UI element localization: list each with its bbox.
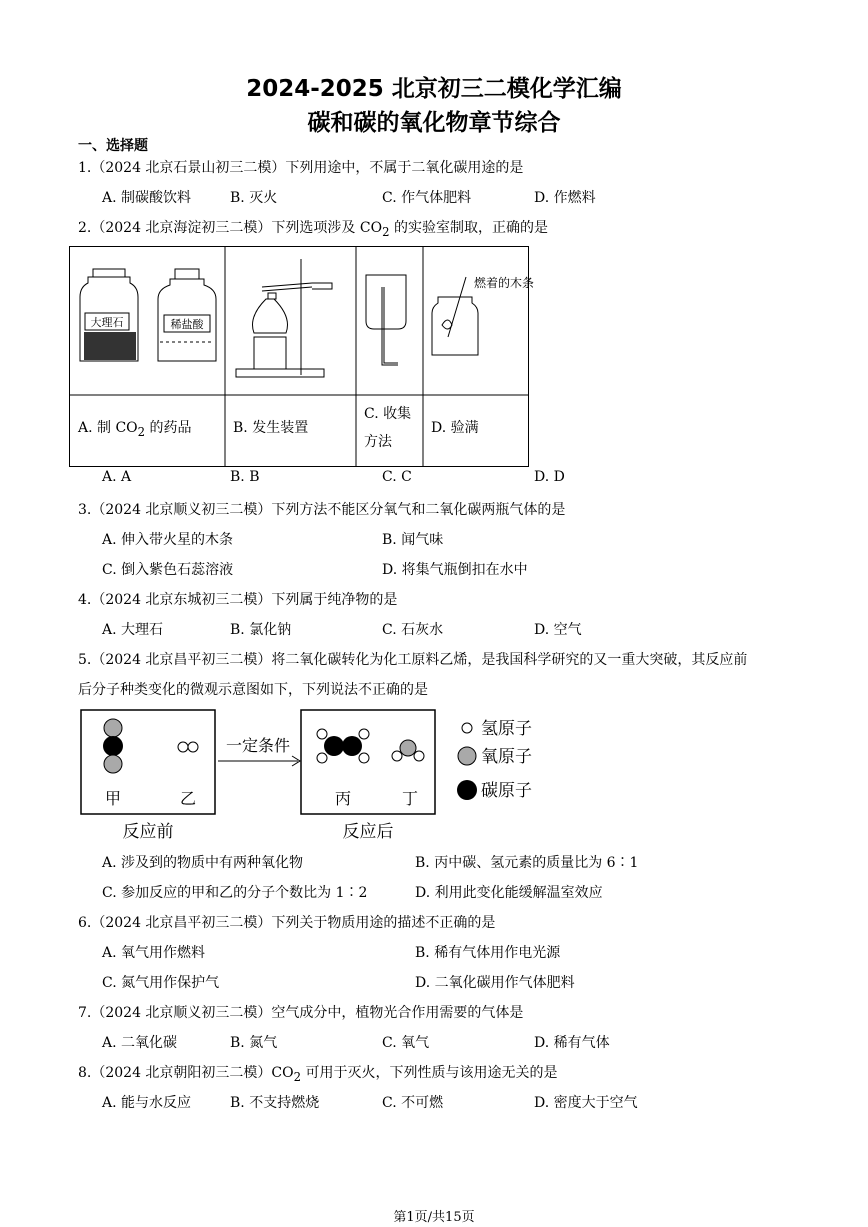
q5-option-d: D. 利用此变化能缓解温室效应 <box>415 885 603 901</box>
q3-option-b: B. 闻气味 <box>382 532 444 548</box>
page-footer: 第1页/共15页 <box>393 1210 475 1225</box>
q6-option-c: C. 氮气用作保护气 <box>102 975 220 991</box>
question-3-stem: 3.（2024 北京顺义初三二模）下列方法不能区分氧气和二氧化碳两瓶气体的是 <box>78 502 566 518</box>
marble-label: 大理石 <box>90 316 124 329</box>
question-5-stem-line2: 后分子种类变化的微观示意图如下，下列说法不正确的是 <box>78 682 428 698</box>
q2-option-b: B. B <box>230 469 260 485</box>
question-4-stem: 4.（2024 北京东城初三二模）下列属于纯净物的是 <box>78 592 398 608</box>
q3-option-d: D. 将集气瓶倒扣在水中 <box>382 562 528 578</box>
label-before: 反应前 <box>122 822 174 842</box>
doc-title: 2024-2025 北京初三二模化学汇编 <box>246 76 622 102</box>
question-1-stem: 1.（2024 北京石景山初三二模）下列用途中，不属于二氧化碳用途的是 <box>78 160 524 176</box>
legend-hydrogen-icon <box>462 723 472 733</box>
q7-option-c: C. 氧气 <box>382 1035 430 1051</box>
reaction-condition: 一定条件 <box>225 736 291 755</box>
q6-option-d: D. 二氧化碳用作气体肥料 <box>415 975 575 991</box>
label-ding: 丁 <box>401 789 419 808</box>
legend-carbon: 碳原子 <box>481 781 532 801</box>
stick-label: 燃着的木条 <box>474 276 535 290</box>
q1-option-c: C. 作气体肥料 <box>382 190 472 206</box>
legend-hydrogen: 氢原子 <box>481 719 532 739</box>
q7-option-d: D. 稀有气体 <box>534 1035 610 1051</box>
q1-option-a: A. 制碳酸饮料 <box>102 190 192 206</box>
q7-option-a: A. 二氧化碳 <box>102 1035 178 1051</box>
label-jia: 甲 <box>104 789 122 808</box>
q4-option-a: A. 大理石 <box>102 622 164 638</box>
doc-subtitle: 碳和碳的氧化物章节综合 <box>307 110 561 136</box>
q4-option-b: B. 氯化钠 <box>230 622 292 638</box>
reaction-diagram <box>78 706 558 846</box>
label-bing: 丙 <box>334 789 352 808</box>
generator-apparatus-icon <box>236 259 332 377</box>
q2-cell-c-line1: C. 收集 <box>364 406 412 422</box>
q7-option-b: B. 氮气 <box>230 1035 278 1051</box>
q8-option-c: C. 不可燃 <box>382 1095 444 1111</box>
q6-option-b: B. 稀有气体用作电光源 <box>415 945 561 961</box>
q8-option-d: D. 密度大于空气 <box>534 1095 638 1111</box>
legend-oxygen-icon <box>458 747 476 765</box>
section-heading: 一、选择题 <box>78 138 148 154</box>
collection-bottle-icon <box>366 275 406 365</box>
q4-option-d: D. 空气 <box>534 622 582 638</box>
q2-option-c: C. C <box>382 469 412 485</box>
question-8-stem: 8.（2024 北京朝阳初三二模）$CO_2$ 可用于灭火，下列性质与该用途无关的是 <box>78 1065 558 1084</box>
q2-option-a: A. A <box>102 469 132 485</box>
q6-option-a: A. 氧气用作燃料 <box>102 945 206 961</box>
verify-full-bottle-icon <box>432 277 478 355</box>
q2-cell-d: D. 验满 <box>431 420 479 436</box>
q2-table <box>69 246 535 467</box>
q5-option-b: B. 丙中碳、氢元素的质量比为 6∶1 <box>415 855 639 871</box>
q2-cell-a: A. 制 $CO_2$ 的药品 <box>78 420 192 439</box>
acid-label: 稀盐酸 <box>170 318 204 331</box>
question-2-stem: 2.（2024 北京海淀初三二模）下列选项涉及 $CO_2$ 的实验室制取，正确的是 <box>78 220 548 239</box>
question-7-stem: 7.（2024 北京顺义初三二模）空气成分中，植物光合作用需要的气体是 <box>78 1005 524 1021</box>
label-yi: 乙 <box>179 789 197 808</box>
question-5-stem-line1: 5.（2024 北京昌平初三二模）将二氧化碳转化为化工原料乙烯，是我国科学研究的又一重大突破，其反应前 <box>78 652 748 668</box>
q1-option-b: B. 灭火 <box>230 190 278 206</box>
q8-option-b: B. 不支持燃烧 <box>230 1095 320 1111</box>
q1-option-d: D. 作燃料 <box>534 190 596 206</box>
q3-option-a: A. 伸入带火星的木条 <box>102 532 234 548</box>
legend-carbon-icon <box>457 780 477 800</box>
legend-oxygen: 氧原子 <box>481 747 532 767</box>
question-6-stem: 6.（2024 北京昌平初三二模）下列关于物质用途的描述不正确的是 <box>78 915 496 931</box>
q5-option-c: C. 参加反应的甲和乙的分子个数比为 1∶2 <box>102 885 368 901</box>
q5-option-a: A. 涉及到的物质中有两种氧化物 <box>102 855 304 871</box>
q2-option-d: D. D <box>534 469 565 485</box>
q2-cell-c-line2: 方法 <box>364 434 392 450</box>
q4-option-c: C. 石灰水 <box>382 622 444 638</box>
q8-option-a: A. 能与水反应 <box>102 1095 192 1111</box>
q3-option-c: C. 倒入紫色石蕊溶液 <box>102 562 234 578</box>
label-after: 反应后 <box>342 822 394 842</box>
q2-cell-b: B. 发生装置 <box>233 420 309 436</box>
